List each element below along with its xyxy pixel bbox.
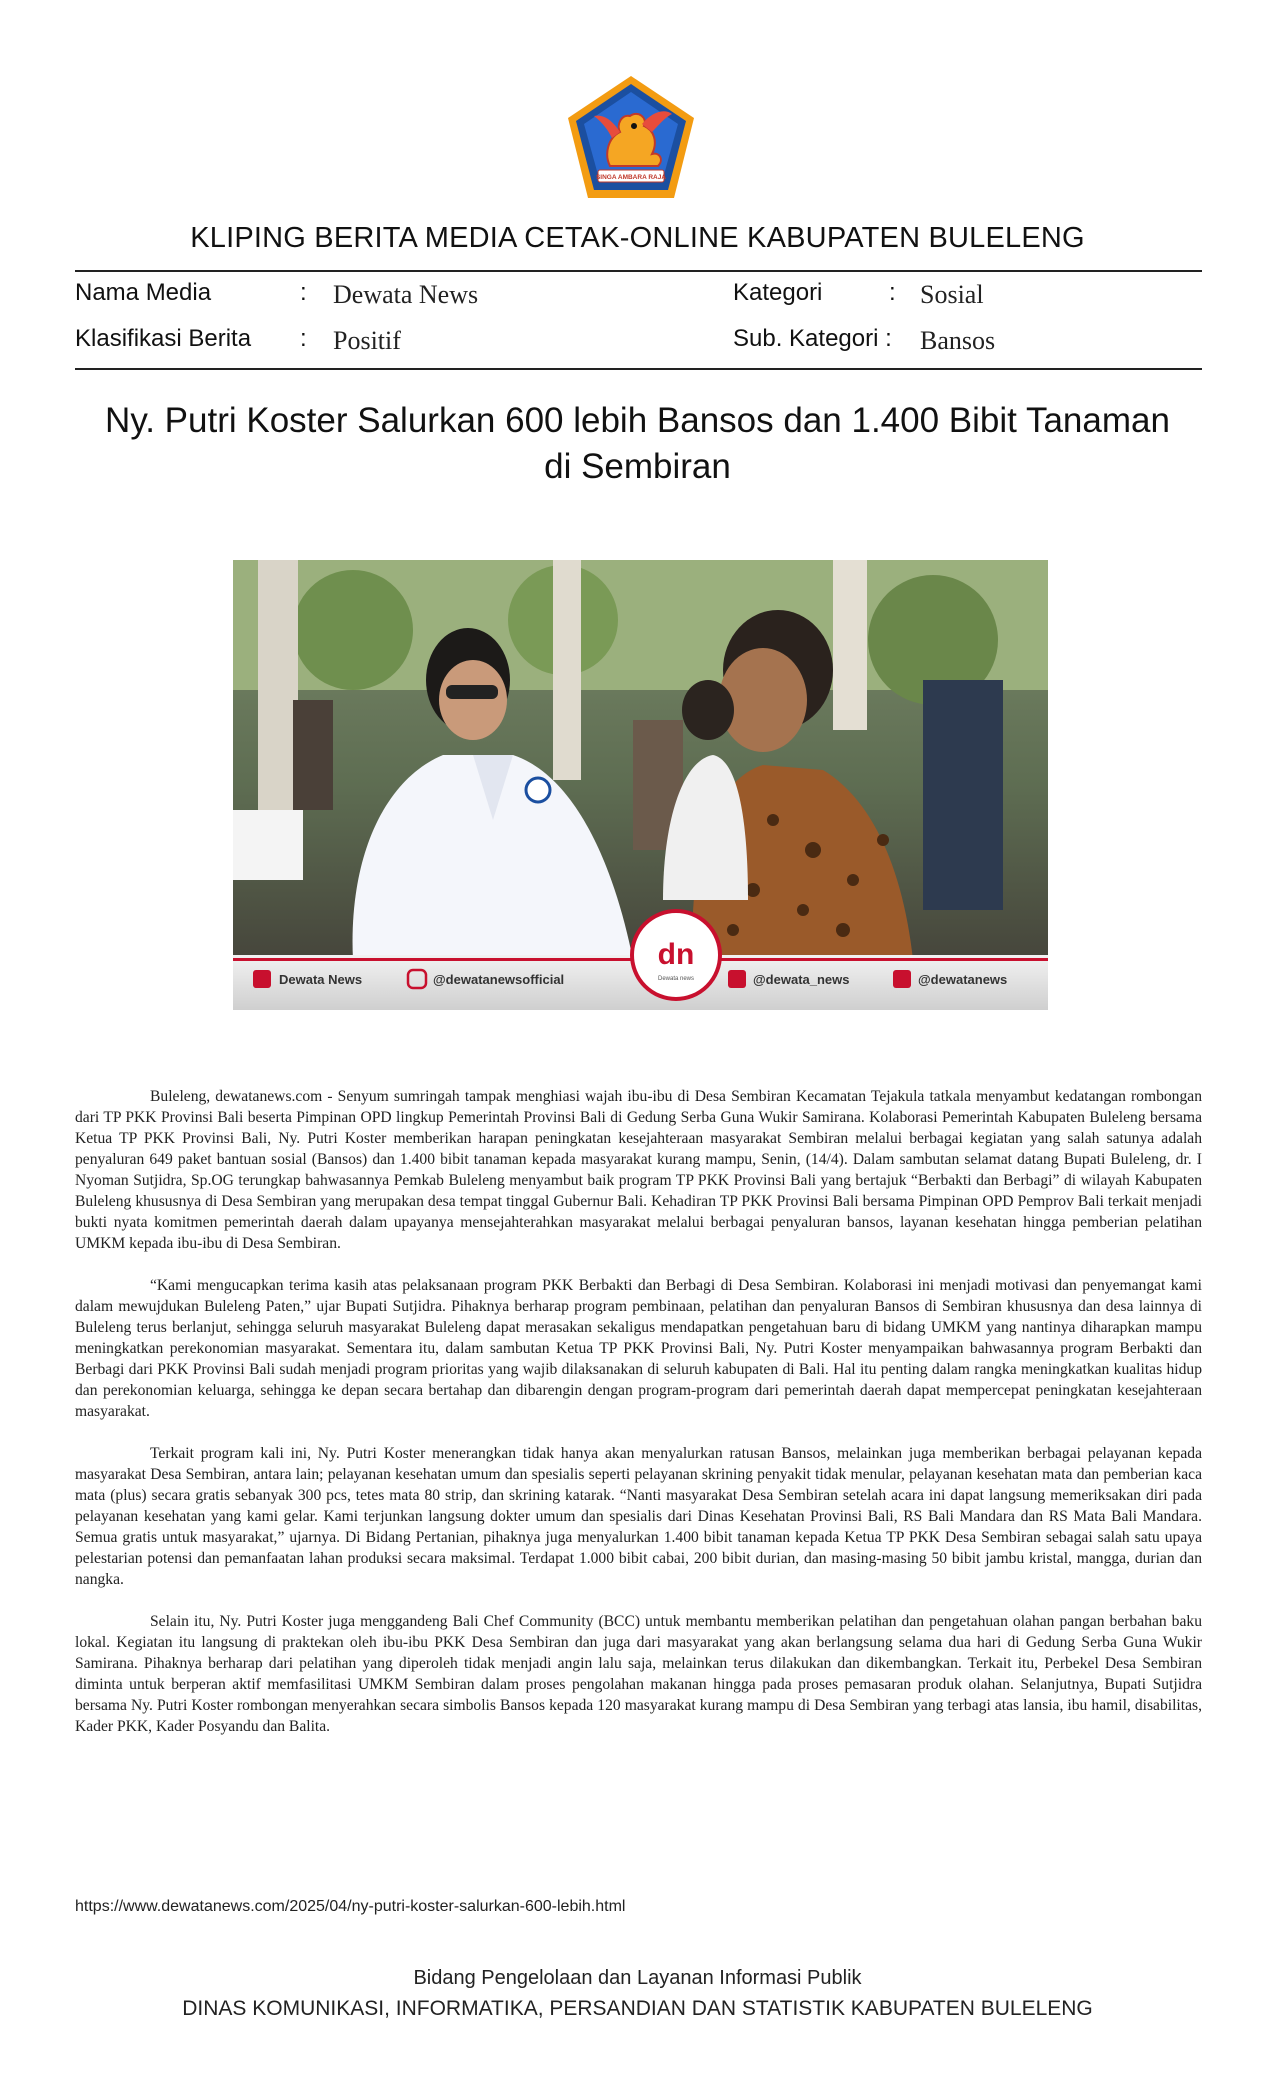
news-photo bbox=[233, 560, 1048, 1010]
kategori-value: Sosial bbox=[920, 280, 984, 309]
article-paragraph-4: Selain itu, Ny. Putri Koster juga menggandeng Bali Chef Community (BCC) untuk membantu memberikan pelatihan dan pengetahuan olahan pangan berbahan baku lokal. Kegiatan itu langsung di praktekan oleh ibu-ibu PKK Desa Sembiran dan juga dari masyarakat yang akan berlangsung selama dua hari di Gedung Serba Guna Wukir Samirana. Pihaknya berharap dari pelatihan yang diperoleh tidak menjadi angin lalu saja, melainkan terus dilakukan dan dikembangkan. Terkait itu, Perbekel Desa Sembiran diminta untuk berperan aktif memfasilitasi UMKM Sembiran dalam proses pengolahan makanan hingga pada proses pemasaran produk olahan. Selanjutnya, Bupati Sutjidra bersama Ny. Putri Koster rombongan menyerahkan secara simbolis Bansos kepada 120 masyarakat kurang mampu di Desa Sembiran yang terbagi atas lansia, ibu hamil, disabilitas, Kader PKK, Kader Posyandu dan Balita. bbox=[75, 1613, 1202, 1735]
footer-division: Bidang Pengelolaan dan Layanan Informasi Publik bbox=[413, 1967, 862, 1989]
kategori-colon: : bbox=[889, 279, 896, 306]
klasifikasi-label: Klasifikasi Berita bbox=[75, 325, 252, 352]
banner-twitter: @dewata_news bbox=[753, 972, 850, 987]
clipping-header-title: KLIPING BERITA MEDIA CETAK-ONLINE KABUPATEN BULELENG bbox=[190, 222, 1085, 254]
article-paragraph-1: Buleleng, dewatanews.com - Senyum sumringah tampak menghiasi wajah ibu-ibu di Desa Sembiran Kecamatan Tejakula tatkala menyambut kedatangan rombongan dari TP PKK Provinsi Bali beserta Pimpinan OPD lingkup Pemerintah Provinsi Bali di Gedung Serba Guna Wukir Samirana. Kolaborasi Pemerintah Kabupaten Buleleng bersama Ketua TP PKK Provinsi Bali, Ny. Putri Koster memberikan harapan peningkatan kesejahteraan masyarakat Sembiran melalui berbagai kegiatan yang salah satunya adalah penyaluran 649 paket bantuan sosial (Bansos) dan 1.400 bibit tanaman kepada masyarakat kurang mampu, Senin, (14/4). Dalam sambutan selamat datang Bupati Buleleng, dr. I Nyoman Sutjidra, Sp.OG terungkap bahwasannya Pemkab Buleleng menyambut baik program TP PKK Provinsi Bali yang bertajuk “Berbakti dan Berbagi” di wilayah Kabupaten Buleleng khususnya di Desa Sembiran yang merupakan desa tempat tinggal Gubernur Bali. Kehadiran TP PKK Provinsi Bali bersama Pimpinan OPD Pemprov Bali terkait menjadi bukti nyata komitmen pemerintah daerah dalam upayanya mensejahterahkan masyarakat melalui berbagai penyaluran bansos, layanan kesehatan hingga pemberian pelatihan UMKM kepada ibu-ibu di Desa Sembiran. bbox=[75, 1088, 1202, 1252]
media-label: Nama Media bbox=[75, 279, 212, 306]
footer-agency: DINAS KOMUNIKASI, INFORMATIKA, PERSANDIAN DAN STATISTIK KABUPATEN BULELENG bbox=[182, 1997, 1093, 2020]
article-paragraph-2: “Kami mengucapkan terima kasih atas pelaksanaan program PKK Berbakti dan Berbagi di Desa Sembiran. Kolaborasi ini menjadi motivasi dan penyemangat kami dalam mewujdukan Buleleng Paten,” ujar Bupati Sutjidra. Pihaknya berharap program pembinaan, pelatihan dan penyaluran Bansos di Sembiran khususnya dan desa lainnya di Buleleng terus berlanjut, sehingga seluruh masyarakat Buleleng dapat merasakan sekaligus mendapatkan pengetahuan baru di bidang UMKM yang nantinya diharapkan mampu meningkatkan perekonomian masyarakat. Sementara itu, dalam sambutan Ketua TP PKK Provinsi Bali, Ny. Putri Koster menyampaikan bahwasannya program Berbakti dan Berbagi dari PKK Provinsi Bali sudah menjadi program prioritas yang wajib dilaksanakan di seluruh kabupaten di Bali. Hal itu penting dalam rangka meningkatkan kualitas hidup dan perekonomian keluarga, sehingga ke depan secara bertahap dan dibarengin dengan program-program dari pemerintah daerah dapat mempercepat peningkatan kesejahteraan masyarakat. bbox=[75, 1277, 1202, 1420]
klasifikasi-value: Positif bbox=[333, 326, 401, 355]
banner-facebook: Dewata News bbox=[279, 972, 363, 987]
header-rule-top bbox=[75, 270, 1202, 272]
kategori-label: Kategori bbox=[733, 279, 823, 306]
article-paragraph-3: Terkait program kali ini, Ny. Putri Koster menerangkan tidak hanya akan menyalurkan ratusan Bansos, melainkan juga memberikan berbagai pelayanan kepada masyarakat Desa Sembiran, antara lain; pelayanan kesehatan umum dan spesialis seperti pelayanan skrining penyakit tidak menular, pelayanan kesehatan mata dan pemberian kaca mata (plus) secara gratis sebanyak 300 pcs, tetes mata 80 strip, dan skrining katarak. “Nanti masyarakat Desa Sembiran setelah acara ini dapat langsung memeriksakan diri pada pelayanan kesehatan yang kami gelar. Kami terjunkan langsung dokter umum dan spesialis dari Dinas Kesehatan Provinsi Bali, RS Bali Mandara dan RS Mata Bali Mandara. Semua gratis untuk masyarakat,” ujarnya. Di Bidang Pertanian, pihaknya juga menyalurkan 1.400 bibit tanaman kepada Ketua TP PKK Desa Sembiran sebagai salah satu upaya pelestarian potensi dan pemanfaatan lahan produksi secara maksimal. Terdapat 1.000 bibit cabai, 200 bibit durian, dan masing-masing 50 bibit jambu kristal, mangga, durian dan nangka. bbox=[75, 1445, 1202, 1588]
banner-tiktok: @dewatanews bbox=[918, 972, 1008, 987]
sub-kategori-label: Sub. Kategori : bbox=[733, 325, 892, 352]
article-body bbox=[75, 1086, 1202, 1758]
banner-dn-logo: dn bbox=[657, 938, 695, 971]
sub-kategori-value: Bansos bbox=[920, 326, 996, 355]
logo-motto: SINGA AMBARA RAJA bbox=[595, 174, 667, 181]
source-url[interactable]: https://www.dewatanews.com/2025/04/ny-putri-koster-salurkan-600-lebih.html bbox=[75, 1898, 626, 1915]
banner-dn-subtitle: Dewata news bbox=[657, 976, 695, 982]
header-rule-bottom bbox=[75, 368, 1202, 370]
media-value: Dewata News bbox=[333, 280, 479, 309]
klasifikasi-colon: : bbox=[300, 325, 307, 352]
media-colon: : bbox=[300, 279, 307, 306]
article-headline: Ny. Putri Koster Salurkan 600 lebih Bansos dan 1.400 Bibit Tanaman di Sembiran bbox=[105, 401, 1170, 486]
banner-instagram: @dewatanewsofficial bbox=[433, 972, 565, 987]
buleleng-crest-logo bbox=[564, 74, 698, 202]
